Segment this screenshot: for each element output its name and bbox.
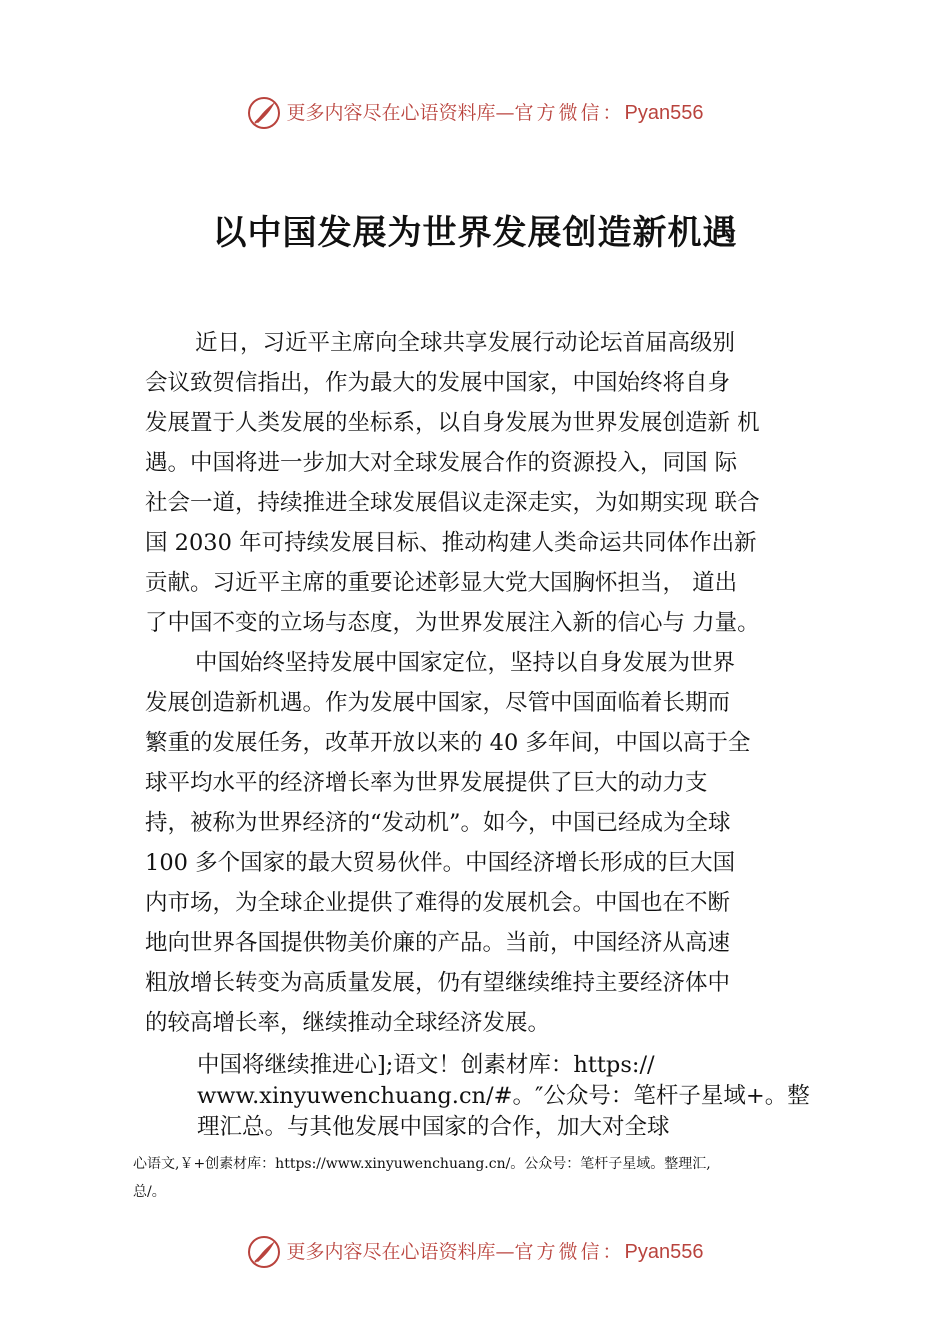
text-line: www.xinyuwenchuang.cn/#。″公众号：笔杆子星域+。整 [197, 1083, 810, 1109]
quill-seal-icon [247, 96, 281, 130]
footnote-line: 心语文,￥+创素材库：https://www.xinyuwenchuang.cn/。公众号：笔杆子星域。整理汇, [133, 1156, 711, 1172]
banner-wechat-label: 官方微信： [514, 101, 625, 124]
banner-wechat-label: 官方微信： [514, 1240, 625, 1263]
banner-brand: 更多内容尽在心语资料库 [286, 1240, 496, 1263]
banner-wechat-id: Pyan556 [624, 102, 704, 124]
text-line: 100 多个国家的最大贸易伙伴。中国经济增长形成的巨大国 [145, 850, 736, 876]
quill-seal-icon [247, 1235, 281, 1269]
header-banner [0, 96, 950, 130]
paragraph-3 [197, 1050, 837, 1143]
text-line: 粗放增长转变为高质量发展，仍有望继续维持主要经济体中 [145, 970, 731, 996]
text-line: 发展创造新机遇。作为发展中国家，尽管中国面临着长期而 [145, 690, 731, 716]
text-line: 国 2030 年可持续发展目标、推动构建人类命运共同体作出新 [145, 530, 757, 556]
banner-wechat-id: Pyan556 [624, 1241, 704, 1263]
text-line: 会议致贺信指出，作为最大的发展中国家，中国始终将自身 [145, 370, 731, 396]
banner-dash: — [495, 101, 515, 124]
text-line: 内市场，为全球企业提供了难得的发展机会。中国也在不断 [145, 890, 731, 916]
banner-dash: — [495, 1240, 515, 1263]
text-line: 球平均水平的经济增长率为世界发展提供了巨大的动力支 [145, 770, 708, 796]
footnote [133, 1150, 833, 1206]
text-line: 理汇总。与其他发展中国家的合作，加大对全球 [197, 1114, 670, 1140]
text-line: 持，被称为世界经济的“发动机”。如今，中国已经成为全球 [145, 810, 731, 836]
paragraph-1 [145, 323, 835, 643]
article-title: 以中国发展为世界发展创造新机遇 [212, 213, 738, 253]
paragraph-2 [145, 643, 835, 1043]
text-line: 中国始终坚持发展中国家定位，坚持以自身发展为世界 [195, 650, 736, 676]
text-line: 繁重的发展任务，改革开放以来的 40 多年间，中国以高于全 [145, 730, 751, 756]
text-line: 近日，习近平主席向全球共享发展行动论坛首届高级别 [195, 330, 736, 356]
text-line: 贡献。习近平主席的重要论述彰显大党大国胸怀担当， 道出 [145, 570, 738, 596]
text-line: 中国将继续推进心];语文！创素材库：https:// [197, 1052, 655, 1078]
banner-brand: 更多内容尽在心语资料库 [286, 101, 496, 124]
footer-banner [0, 1235, 950, 1269]
text-line: 发展置于人类发展的坐标系，以自身发展为世界发展创造新 机 [145, 410, 760, 436]
text-line: 社会一道，持续推进全球发展倡议走深走实，为如期实现 联合 [145, 490, 760, 516]
text-line: 的较高增长率，继续推动全球经济发展。 [145, 1010, 551, 1036]
text-line: 遇。中国将进一步加大对全球发展合作的资源投入，同国 际 [145, 450, 738, 476]
footnote-line: 总/。 [133, 1184, 166, 1200]
text-line: 了中国不变的立场与态度，为世界发展注入新的信心与 力量。 [145, 610, 760, 636]
text-line: 地向世界各国提供物美价廉的产品。当前，中国经济从高速 [145, 930, 731, 956]
